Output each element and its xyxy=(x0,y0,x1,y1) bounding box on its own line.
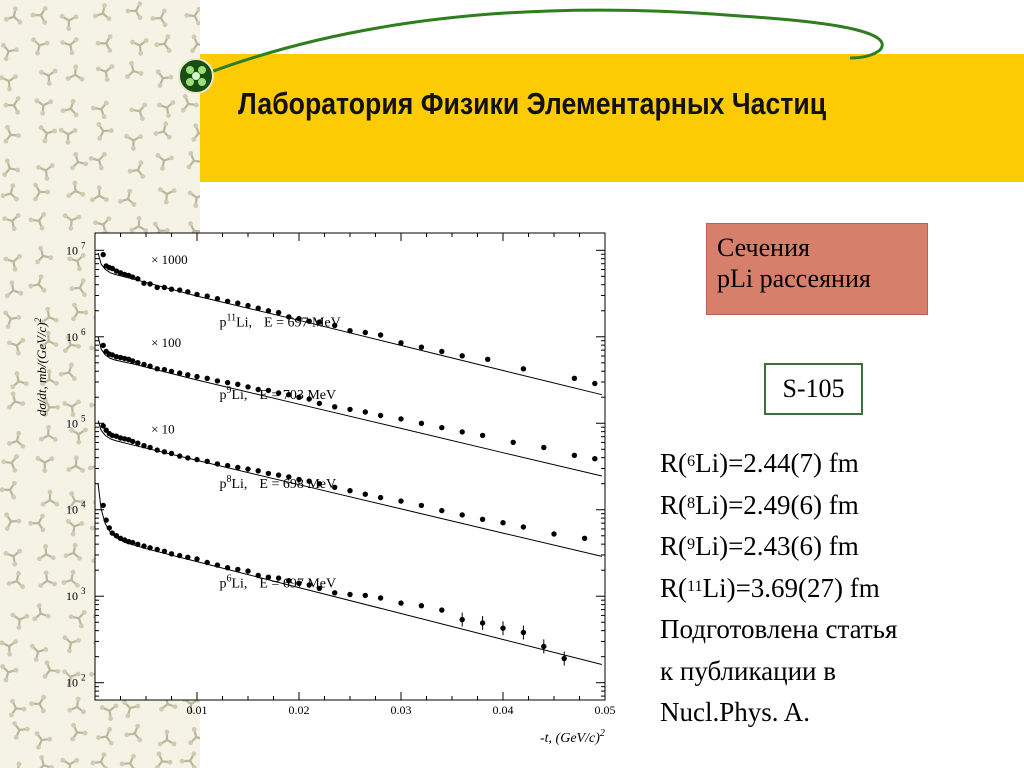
data-point xyxy=(185,289,190,294)
data-point xyxy=(541,445,546,450)
data-point xyxy=(215,562,220,567)
data-point xyxy=(378,495,383,500)
data-point xyxy=(194,374,199,379)
data-point xyxy=(235,567,240,572)
data-point xyxy=(347,592,352,597)
data-point xyxy=(480,517,485,522)
data-point xyxy=(205,376,210,381)
data-point xyxy=(419,421,424,426)
data-point xyxy=(215,461,220,466)
data-point xyxy=(419,603,424,608)
data-point xyxy=(500,520,505,525)
data-point xyxy=(155,285,160,290)
data-point xyxy=(135,441,140,446)
data-point xyxy=(256,468,261,473)
data-point xyxy=(235,382,240,387)
result-line: R($^6$Li)=2.44(7) fm xyxy=(660,448,859,478)
data-point xyxy=(130,358,135,363)
data-point xyxy=(205,293,210,298)
result-line: R($^8$Li)=2.49(6) fm xyxy=(660,489,859,520)
data-point xyxy=(245,466,250,471)
data-point xyxy=(398,498,403,503)
data-point xyxy=(101,252,106,257)
data-point xyxy=(130,274,135,279)
data-point xyxy=(141,281,146,286)
data-point xyxy=(135,360,140,365)
series-label: $p^9Li$, E = 703 MeV xyxy=(219,385,337,404)
data-point xyxy=(205,560,210,565)
x-tick-label: 0.04 xyxy=(492,703,514,717)
result-line: Подготовлена статья xyxy=(660,614,898,644)
data-point xyxy=(169,287,174,292)
data-point xyxy=(225,299,230,304)
data-point xyxy=(185,455,190,460)
data-point xyxy=(378,595,383,600)
data-point xyxy=(572,453,577,458)
data-point xyxy=(215,378,220,383)
sections-line-2: pLi рассеяния xyxy=(717,264,871,293)
data-point xyxy=(511,440,516,445)
data-point xyxy=(592,456,597,461)
data-point xyxy=(194,457,199,462)
sections-box xyxy=(706,223,928,315)
data-point xyxy=(141,443,146,448)
y-tick-label: 10 $^7$ xyxy=(66,240,86,258)
data-point xyxy=(177,453,182,458)
data-point xyxy=(245,303,250,308)
result-line: R($^9$Li)=2.43(6) fm xyxy=(660,531,859,561)
data-point xyxy=(155,547,160,552)
data-point xyxy=(177,287,182,292)
data-point xyxy=(419,503,424,508)
data-point xyxy=(582,536,587,541)
series-label: $p^{11}Li$, E = 697 MeV xyxy=(219,312,341,331)
data-point xyxy=(162,285,167,290)
y-tick-label: 10 $^3$ xyxy=(66,586,86,604)
scale-label: × 100 xyxy=(151,335,182,351)
data-point xyxy=(460,353,465,358)
data-point xyxy=(135,542,140,547)
data-point xyxy=(551,531,556,536)
data-point xyxy=(162,549,167,554)
x-tick-label: 0.02 xyxy=(288,703,310,717)
data-point xyxy=(147,445,152,450)
data-point xyxy=(398,416,403,421)
x-tick-label: 0.05 xyxy=(594,703,616,717)
series-label: $p^6Li$, E = 697 MeV xyxy=(219,573,337,592)
data-point xyxy=(419,345,424,350)
data-point xyxy=(363,409,368,414)
page-title: Лаборатория Физики Элементарных Частиц xyxy=(238,86,827,121)
data-point xyxy=(104,517,109,522)
data-point xyxy=(572,376,577,381)
data-point xyxy=(205,459,210,464)
data-point xyxy=(266,308,271,313)
data-point xyxy=(169,369,174,374)
data-point xyxy=(485,357,490,362)
data-point xyxy=(162,367,167,372)
data-point xyxy=(378,332,383,337)
data-point xyxy=(177,553,182,558)
data-point xyxy=(185,555,190,560)
series-label: $p^8Li$, E = 698 MeV xyxy=(219,474,337,493)
data-point xyxy=(225,565,230,570)
data-point xyxy=(169,551,174,556)
data-point xyxy=(215,296,220,301)
data-point xyxy=(363,330,368,335)
data-point xyxy=(378,413,383,418)
data-point xyxy=(194,556,199,561)
data-point xyxy=(592,381,597,386)
y-axis-title: dσ/dt, $mb/(GeV/c)^2$ xyxy=(33,317,49,417)
data-point xyxy=(332,404,337,409)
data-point xyxy=(521,366,526,371)
data-point xyxy=(235,465,240,470)
data-point xyxy=(141,543,146,548)
data-point xyxy=(162,449,167,454)
data-point xyxy=(439,349,444,354)
data-point xyxy=(398,340,403,345)
x-tick-label: 0.01 xyxy=(186,703,208,717)
scale-label: × 1000 xyxy=(151,252,188,268)
radius-results xyxy=(660,443,897,734)
result-line: R($^{11}$Li)=3.69(27) fm xyxy=(660,572,880,603)
plot-frame xyxy=(95,233,605,700)
x-tick-label: 0.03 xyxy=(390,703,412,717)
data-point xyxy=(130,439,135,444)
data-point xyxy=(155,366,160,371)
experiment-code-box: S-105 xyxy=(764,363,863,415)
data-point xyxy=(347,488,352,493)
data-point xyxy=(480,433,485,438)
scale-label: × 10 xyxy=(151,421,175,437)
sections-line-1: Сечения xyxy=(717,233,810,262)
data-point xyxy=(169,451,174,456)
data-point xyxy=(101,343,106,348)
data-point xyxy=(521,524,526,529)
data-point xyxy=(107,525,112,530)
data-point xyxy=(194,292,199,297)
y-tick-label: 10 $^6$ xyxy=(66,326,86,344)
data-point xyxy=(439,425,444,430)
result-line: Nucl.Phys. A. xyxy=(660,697,811,727)
data-point xyxy=(245,568,250,573)
y-tick-label: 10 $^2$ xyxy=(66,672,86,690)
data-point xyxy=(439,508,444,513)
data-point xyxy=(155,447,160,452)
x-axis-title: -t, $(GeV/c)^2$ xyxy=(540,728,605,746)
data-point xyxy=(101,503,106,508)
data-point xyxy=(177,370,182,375)
data-point xyxy=(130,540,135,545)
data-point xyxy=(235,300,240,305)
data-point xyxy=(266,471,271,476)
data-point xyxy=(460,429,465,434)
data-point xyxy=(398,600,403,605)
data-point xyxy=(135,276,140,281)
data-point xyxy=(363,492,368,497)
data-point xyxy=(363,593,368,598)
data-point xyxy=(347,407,352,412)
data-point xyxy=(347,328,352,333)
y-tick-label: 10 $^5$ xyxy=(66,413,86,431)
data-point xyxy=(460,512,465,517)
data-point xyxy=(256,306,261,311)
data-point xyxy=(147,545,152,550)
y-tick-label: 10 $^4$ xyxy=(66,499,86,517)
result-line: к публикации в xyxy=(660,655,836,686)
data-point xyxy=(439,607,444,612)
data-point xyxy=(141,362,146,367)
data-point xyxy=(147,364,152,369)
data-point xyxy=(225,463,230,468)
data-point xyxy=(185,372,190,377)
data-point xyxy=(147,281,152,286)
